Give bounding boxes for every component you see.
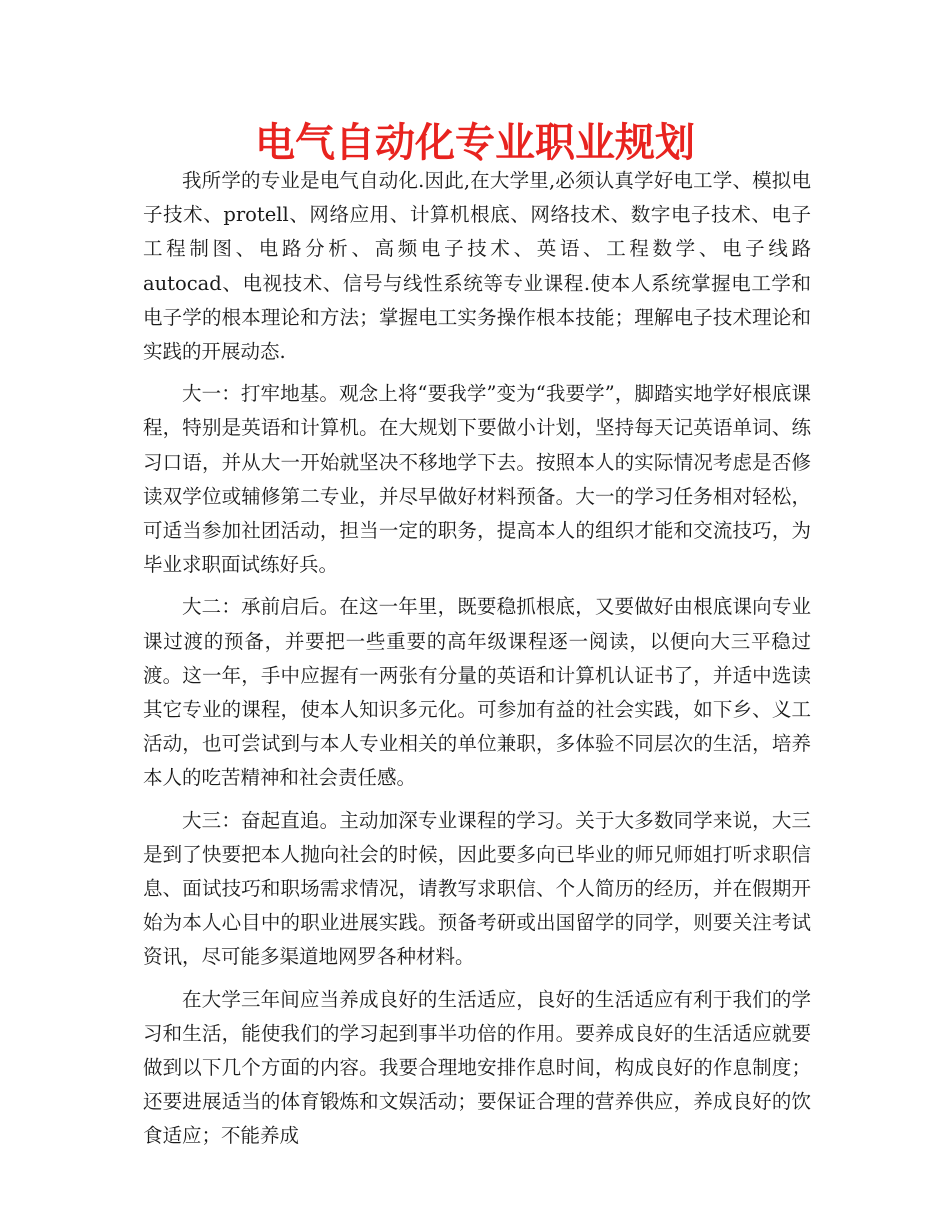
paragraph-year-two: 大二：承前启后。在这一年里，既要稳抓根底，又要做好由根底课向专业课过渡的预备，并要把一些重要的高年级课程逐一阅读，以便向大三平稳过渡。这一年，手中应握有一两张有分量的英语和计算机认证书了，并适中选读其它专业的课程，使本人知识多元化。可参加有益的社会实践，如下乡、义工活动，也可尝试到与本人专业相关的单位兼职，多体验不同层次的生活，培养本人的吃苦精神和社会责任感。 xyxy=(143,595,811,790)
paragraph-habits: 在大学三年间应当养成良好的生活适应，良好的生活适应有利于我们的学习和生活，能使我们的学习起到事半功倍的作用。要养成良好的生活适应就要做到以下几个方面的内容。我要合理地安排作息时间，构成良好的作息制度；还要进展适当的体育锻炼和文娱活动；要保证合理的营养供应，养成良好的饮食适应；不能养成 xyxy=(143,987,811,1148)
document-title: 电气自动化专业职业规划 xyxy=(255,120,695,166)
paragraph-year-one: 大一：打牢地基。观念上将“要我学”变为“我要学”，脚踏实地学好根底课程，特别是英语和计算机。在大规划下要做小计划，坚持每天记英语单词、练习口语，并从大一开始就坚决不移地学下去。按照本人的实际情况考虑是否修读双学位或辅修第二专业，并尽早做好材料预备。大一的学习任务相对轻松，可适当参加社团活动，担当一定的职务，提高本人的组织才能和交流技巧，为毕业求职面试练好兵。 xyxy=(143,382,811,577)
document-body xyxy=(143,164,811,1154)
paragraph-year-three: 大三：奋起直追。主动加深专业课程的学习。关于大多数同学来说，大三是到了快要把本人抛向社会的时候，因此要多向已毕业的师兄师姐打听求职信息、面试技巧和职场需求情况，请教写求职信、个人简历的经历，并在假期开始为本人心目中的职业进展实践。预备考研或出国留学的同学，则要关注考试资讯，尽可能多渠道地网罗各种材料。 xyxy=(143,808,811,969)
paragraph-intro: 我所学的专业是电气自动化.因此,在大学里,必须认真学好电工学、模拟电子技术、protell、网络应用、计算机根底、网络技术、数字电子技术、电子工程制图、电路分析、高频电子技术、英语、工程数学、电子线路 autocad、电视技术、信号与线性系统等专业课程.使本人系统掌握电工学和电子学的根本理论和方法；掌握电工实务操作根本技能；理解电子技术理论和实践的开展动态. xyxy=(143,169,811,364)
